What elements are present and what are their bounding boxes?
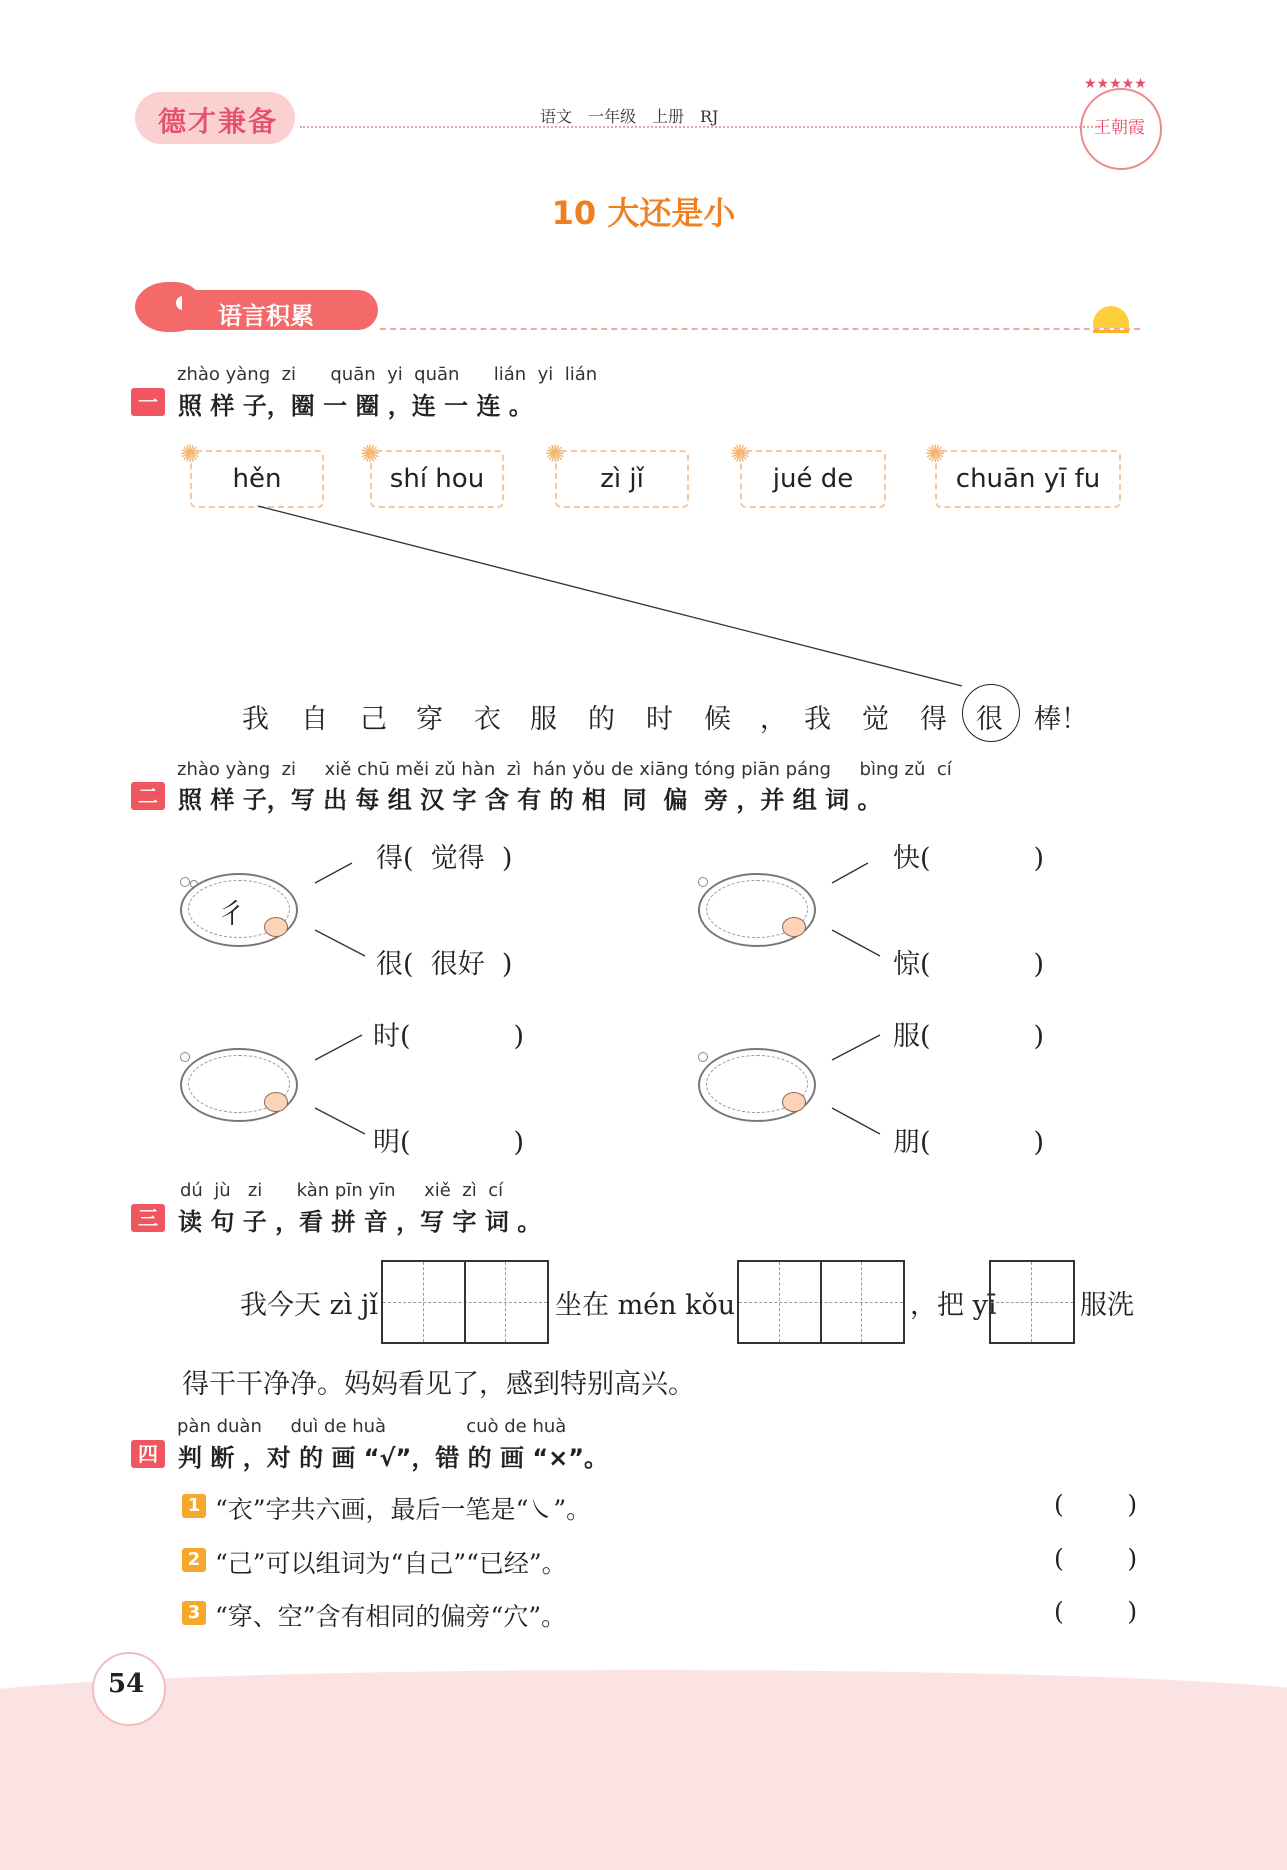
q3-number: 三 [131,1204,165,1232]
pinyin-box[interactable]: zì jǐ [555,450,689,508]
pinyin-box[interactable]: jué de [740,450,886,508]
sentence-fragment: ，把 yī [910,1290,997,1321]
sentence-char: 很 [976,704,1003,735]
subject-line: 语文 一年级 上册 RJ [540,107,719,126]
sentence-char: 服 [530,704,557,735]
word-blank[interactable]: 惊( ) [893,949,1045,980]
bubble-dot-icon [698,1052,708,1062]
bubble-dot-icon [698,877,708,887]
bubble-foot-icon [264,1092,288,1112]
sentence-char: 穿 [416,704,443,735]
sentence-fragment: 服洗 [1080,1290,1134,1321]
q1-instruction: 照 样 子，圈 一 圈 ，连 一 连 。 [178,392,533,420]
example-connect-line [258,506,962,686]
footer-wave [0,1670,1287,1870]
connector-line [832,930,880,956]
writing-grid[interactable] [381,1260,549,1344]
word-blank[interactable]: 朋( ) [893,1127,1045,1158]
q1-number: 一 [131,388,165,416]
sentence-char: ， [760,704,787,735]
seal-text: 王朝霞 [1094,118,1145,138]
word-blank[interactable]: 得( 觉得 ) [376,843,513,874]
sentence-char: 觉 [862,704,889,735]
bubble-foot-icon [782,917,806,937]
sun-swirl-icon: ✺ [730,440,751,468]
pinyin-box[interactable]: chuān yī fu [935,450,1121,508]
sun-swirl-icon: ✺ [360,440,381,468]
sentence-char: 我 [804,704,831,735]
word-blank[interactable]: 时( ) [373,1021,525,1052]
word-blank[interactable]: 快( ) [893,843,1045,874]
sentence-fragment: 得干干净净。妈妈看见了，感到特别高兴。 [182,1369,695,1400]
q2-number: 二 [131,782,165,810]
pinyin-box[interactable]: hěn [190,450,324,508]
sentence-char: 衣 [474,704,501,735]
q4-number: 四 [131,1440,165,1468]
judge-statement: “穿、空”含有相同的偏旁“穴”。 [215,1602,567,1631]
lesson-title: 10 大还是小 [551,194,736,232]
answer-paren[interactable]: ( ) [1054,1490,1138,1519]
q3-pinyin: dú jù zi kàn pīn yīn xiě zì cí [180,1180,504,1201]
sentence-char: 时 [646,704,673,735]
q3-instruction: 读 句 子 ，看 拼 音 ，写 字 词 。 [178,1208,542,1236]
connector-line [832,1108,880,1134]
connector-line [832,1035,880,1060]
page-number: 54 [108,1669,145,1699]
sentence-fragment: 坐在 mén kǒu [555,1290,736,1321]
connector-line [315,1108,365,1134]
sun-swirl-icon: ✺ [180,440,201,468]
item-number: 2 [182,1548,206,1572]
brand-logo-text: 德才兼备 [158,105,279,138]
seal-stars: ★★★★★ [1084,76,1147,92]
writing-grid[interactable] [737,1260,905,1344]
q4-instruction: 判 断 ，对 的 画 “√”，错 的 画 “×”。 [178,1444,609,1472]
sun-swirl-icon: ✺ [545,440,566,468]
bubble-foot-icon [264,917,288,937]
sentence-char: 我 [242,704,269,735]
judge-statement: “衣”字共六画，最后一笔是“㇏”。 [215,1495,592,1524]
bubble-dot-icon [180,877,190,887]
item-number: 1 [182,1494,206,1518]
q2-pinyin: zhào yàng zi xiě chū měi zǔ hàn zì hán yǒu de xiāng tóng piān páng bìng zǔ cí [177,759,952,780]
bubble-dot-icon [180,1052,190,1062]
writing-grid[interactable] [989,1260,1075,1344]
word-blank[interactable]: 明( ) [373,1127,525,1158]
judge-statement: “己”可以组词为“自己”“已经”。 [215,1549,567,1578]
connector-line [315,930,365,956]
radical-answer: 彳 [218,899,245,930]
section-title: 语言积累 [218,302,314,330]
sentence-char: 的 [588,704,615,735]
word-blank[interactable]: 很( 很好 ) [376,949,513,980]
sentence-char: 己 [360,704,387,735]
sentence-char: 棒！ [1034,704,1088,735]
item-number: 3 [182,1601,206,1625]
word-blank[interactable]: 服( ) [893,1021,1045,1052]
q4-pinyin: pàn duàn duì de huà cuò de huà [177,1416,567,1437]
sentence-fragment: 我今天 zì jǐ [240,1290,379,1321]
sentence-char: 候 [704,704,731,735]
sentence-char: 自 [301,704,328,735]
q2-instruction: 照 样 子，写 出 每 组 汉 字 含 有 的 相 同 偏 旁 ，并 组 词 。 [178,786,882,814]
connector-line [315,1035,362,1060]
connector-line [315,863,352,883]
answer-paren[interactable]: ( ) [1054,1544,1138,1573]
q1-pinyin: zhào yàng zi quān yi quān lián yi lián [177,364,598,385]
connector-line [832,863,868,883]
bubble-foot-icon [782,1092,806,1112]
sun-swirl-icon: ✺ [925,440,946,468]
answer-paren[interactable]: ( ) [1054,1597,1138,1626]
sentence-char: 得 [920,704,947,735]
pinyin-box[interactable]: shí hou [370,450,504,508]
